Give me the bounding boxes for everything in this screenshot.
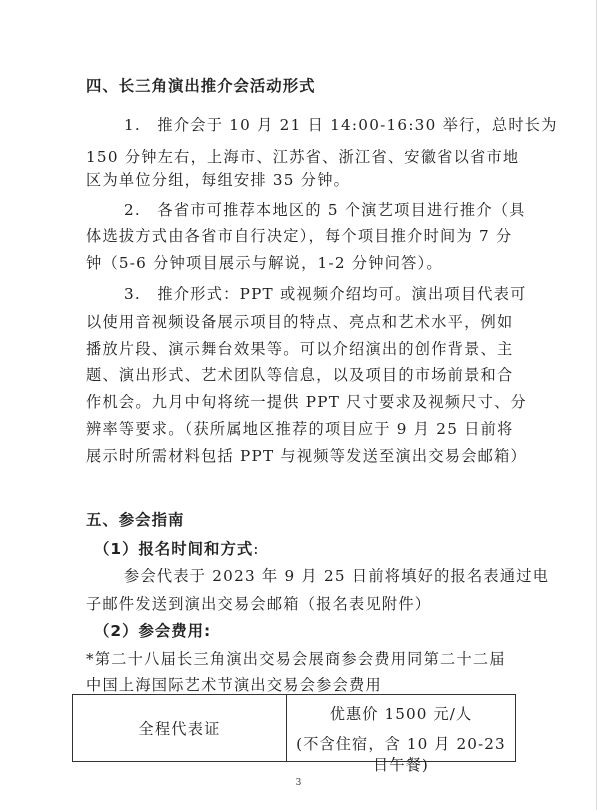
- page-number: 3: [295, 778, 302, 788]
- fee-table-value-cell: [287, 695, 515, 774]
- fee-table: [72, 694, 516, 774]
- fee-table-note: (不含住宿，含 10 月 20-23 日午餐): [296, 735, 506, 774]
- section-four-item1-line1: 1. 推介会于 10 月 21 日 14:00-16:30 举行，总时长为: [124, 116, 558, 134]
- section-four-item2-line2: 体选拔方式由各省市自行决定），每个项目推介时间为 7 分: [86, 227, 513, 245]
- section-four-item2-line3: 钟（5-6 分钟项目展示与解说，1-2 分钟问答）。: [86, 254, 443, 272]
- section-four-item3-line3: 播放片段、演示舞台效果等。可以介绍演出的创作背景、主: [86, 340, 514, 358]
- section-four-item3-line6: 辨率等要求。（获所属地区推荐的项目应于 9 月 25 日前将: [86, 420, 514, 438]
- fee-table-price: 优惠价 1500 元/人: [329, 705, 473, 723]
- section-four-item3-line7: 展示时所需材料包括 PPT 与视频等发送至演出交易会邮箱）: [86, 447, 527, 465]
- registration-body-line2: 子邮件发送到演出交易会邮箱（报名表见附件）: [86, 595, 432, 613]
- registration-subheading-colon: :: [253, 540, 260, 558]
- fee-table-label: 全程代表证: [138, 719, 221, 738]
- section-five-heading: 五、参会指南: [86, 511, 185, 529]
- section-four-item1-line3: 区为单位分组，每组安排 35 分钟。: [86, 171, 351, 189]
- section-four-item3-line1: 3. 推介形式：PPT 或视频介绍均可。演出项目代表可: [124, 285, 527, 303]
- section-four-item3-line5: 作机会。九月中旬将统一提供 PPT 尺寸要求及视频尺寸、分: [86, 393, 527, 411]
- section-four-heading: 四、长三角演出推介会活动形式: [86, 77, 316, 95]
- section-four-item1-line2: 150 分钟左右，上海市、江苏省、浙江省、安徽省以省市地: [86, 148, 520, 166]
- fee-subheading: （2）参会费用:: [94, 622, 212, 640]
- section-four-item3-line2: 以使用音视频设备展示项目的特点、亮点和艺术水平，例如: [86, 313, 514, 331]
- fee-body-line2: 中国上海国际艺术节演出交易会参会费用: [86, 676, 382, 694]
- registration-subheading: [94, 537, 259, 559]
- fee-body-line1: *第二十八届长三角演出交易会展商参会费用同第二十二届: [86, 650, 506, 668]
- registration-body-line1: 参会代表于 2023 年 9 月 25 日前将填好的报名表通过电: [124, 567, 550, 585]
- registration-subheading-label: （1）报名时间和方式: [94, 540, 254, 558]
- section-four-item3-line4: 题、演出形式、艺术团队等信息，以及项目的市场前景和合: [86, 366, 514, 384]
- section-four-item2-line1: 2. 各省市可推荐本地区的 5 个演艺项目进行推介（具: [124, 201, 526, 219]
